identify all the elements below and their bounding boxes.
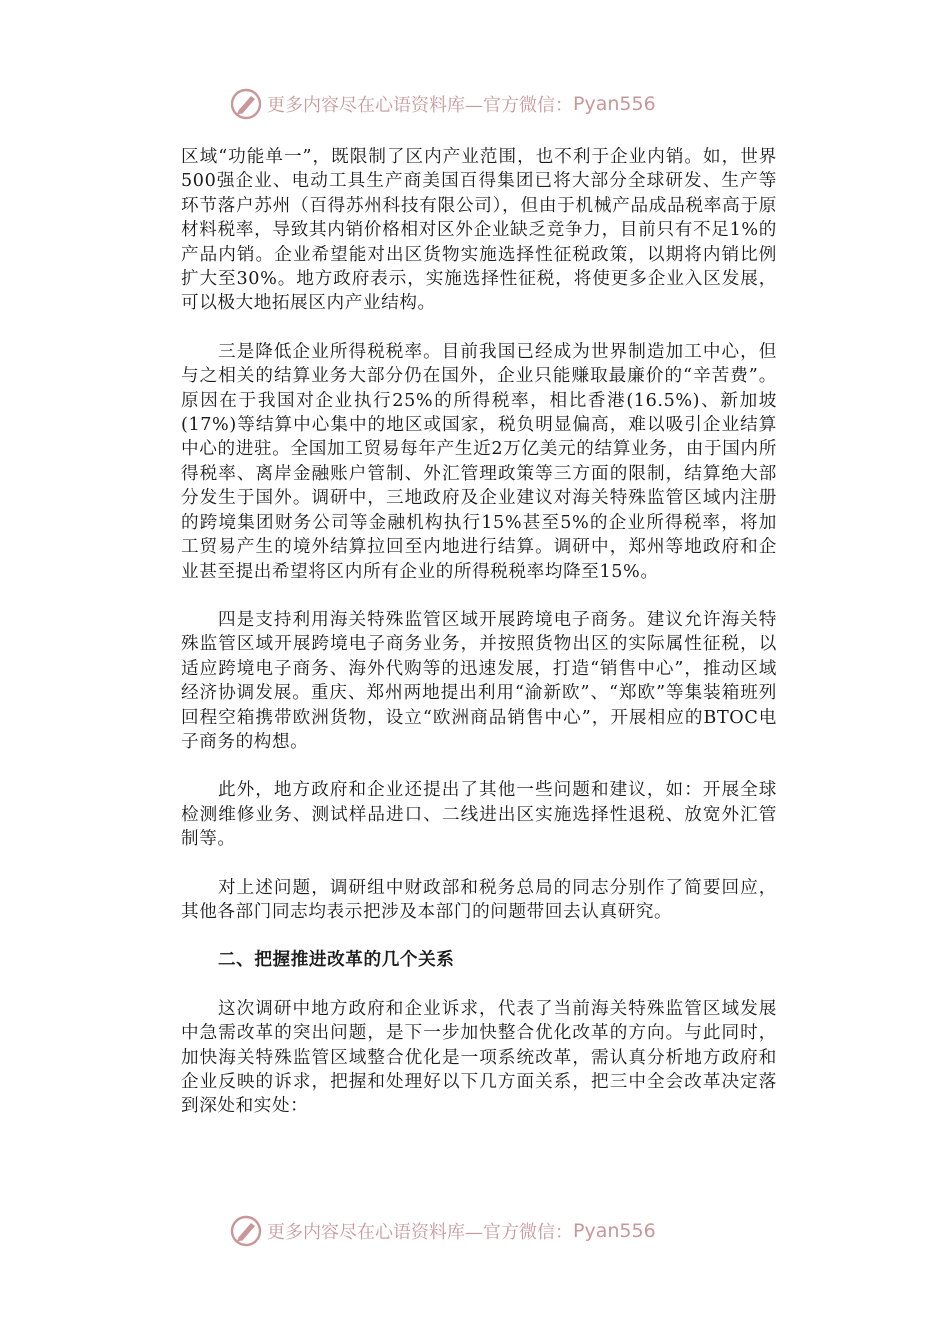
paragraph: 对上述问题，调研组中财政部和税务总局的同志分别作了简要回应，其他各部门同志均表示把涉及本部门的问题带回去认真研究。 <box>181 877 777 922</box>
banner-wechat-id: Pyan556 <box>573 1220 656 1242</box>
paragraph: 这次调研中地方政府和企业诉求，代表了当前海关特殊监管区域发展中急需改革的突出问题，是下一步加快整合优化改革的方向。与此同时，加快海关特殊监管区域整合优化是一项系统改革，需认真分析地方政府和企业反映的诉求，把握和处理好以下几方面关系，把三中全会改革决定落到深处和实处： <box>181 998 777 1117</box>
paragraph: 四是支持利用海关特殊监管区域开展跨境电子商务。建议允许海关特殊监管区域开展跨境电子商务业务，并按照货物出区的实际属性征税，以适应跨境电子商务、海外代购等的迅速发展，打造“销售中心”，推动区域经济协调发展。重庆、郑州两地提出利用“渝新欧”、“郑欧”等集装箱班列回程空箱携带欧洲货物，设立“欧洲商品销售中心”，开展相应的BTOC电子商务的构想。 <box>181 609 777 752</box>
banner-text: 更多内容尽在心语资料库—官方微信： <box>267 95 573 116</box>
paragraph: 三是降低企业所得税税率。目前我国已经成为世界制造加工中心，但与之相关的结算业务大部分仍在国外，企业只能赚取最廉价的“辛苦费”。原因在于我国对企业执行25%的所得税率，相比香港(16.5%)、新加坡(17%)等结算中心集中的地区或国家，税负明显偏高，难以吸引企业结算中心的进驻。全国加工贸易每年产生近2万亿美元的结算业务，由于国内所得税率、离岸金融账户管制、外汇管理政策等三方面的限制，结算绝大部分发生于国外。调研中，三地政府及企业建议对海关特殊监管区域内注册的跨境集团财务公司等金融机构执行15%甚至5%的企业所得税率，将加工贸易产生的境外结算拉回至内地进行结算。调研中，郑州等地政府和企业甚至提出希望将区内所有企业的所得税税率均降至15%。 <box>181 341 777 582</box>
footer-banner <box>229 1213 729 1249</box>
document-body <box>181 145 777 1143</box>
banner-text: 更多内容尽在心语资料库—官方微信： <box>267 1222 573 1243</box>
paragraph: 此外，地方政府和企业还提出了其他一些问题和建议，如：开展全球检测维修业务、测试样品进口、二线进出区实施选择性退税、放宽外汇管制等。 <box>181 780 777 850</box>
banner-wechat-id: Pyan556 <box>573 93 656 115</box>
pen-writing-icon <box>229 87 263 121</box>
paragraph: 区域“功能单一”，既限制了区内产业范围，也不利于企业内销。如，世界500强企业、电动工具生产商美国百得集团已将大部分全球研发、生产等环节落户苏州（百得苏州科技有限公司），但由于机械产品成品税率高于原材料税率，导致其内销价格相对区外企业缺乏竞争力，目前只有不足1%的产品内销。企业希望能对出区货物实施选择性征税政策，以期将内销比例扩大至30%。地方政府表示，实施选择性征税，将使更多企业入区发展，可以极大地拓展区内产业结构。 <box>181 147 777 314</box>
section-heading: 二、把握推进改革的几个关系 <box>217 950 455 971</box>
pen-writing-icon <box>229 1214 263 1248</box>
header-banner <box>229 86 729 122</box>
